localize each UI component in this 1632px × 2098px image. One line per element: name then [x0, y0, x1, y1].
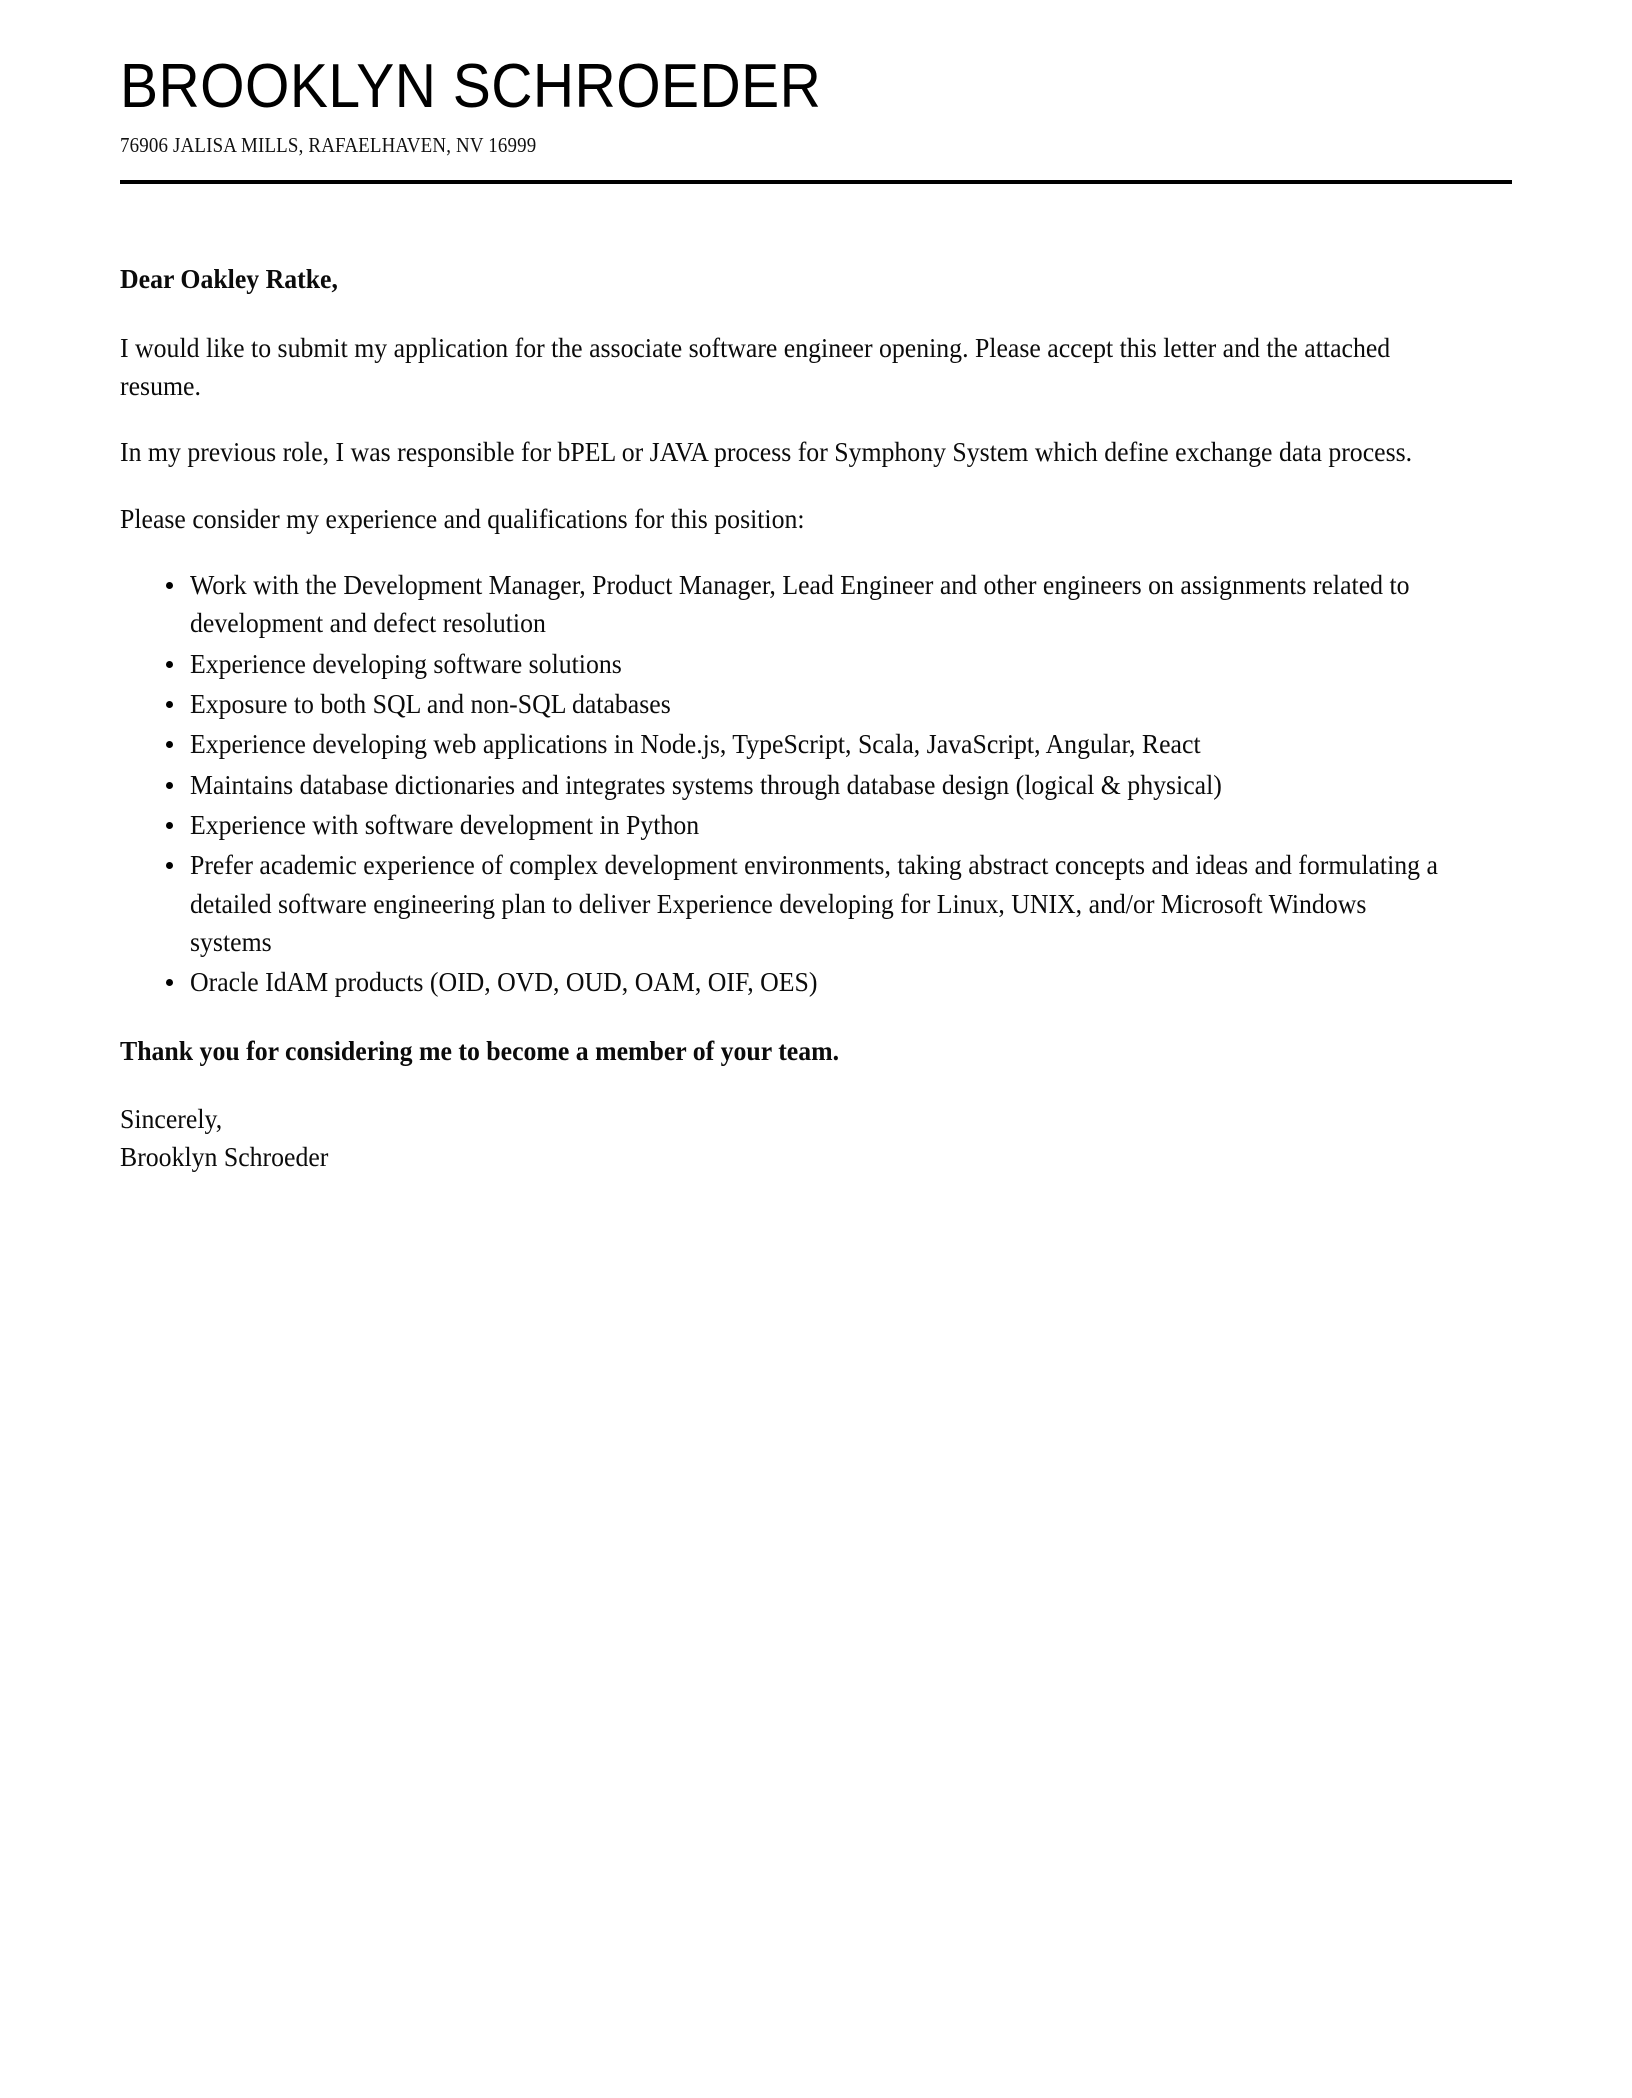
list-item-text: Exposure to both SQL and non-SQL databases [190, 688, 671, 719]
closing-statement-text: Thank you for considering me to become a member of your team. [120, 1035, 840, 1066]
page-title: BROOKLYN SCHROEDER [120, 52, 822, 121]
list-item [166, 685, 1512, 723]
paragraph-qualifications-lead [120, 500, 1512, 538]
list-item-text: Work with the Development Manager, Product Manager, Lead Engineer and other engineers on assignments related to development and defect resolution [190, 569, 1410, 639]
header-divider [120, 180, 1512, 184]
list-item-text: Experience developing software solutions [190, 648, 622, 679]
letterhead [120, 0, 1512, 184]
list-item [166, 645, 1512, 683]
list-item-text: Oracle IdAM products (OID, OVD, OUD, OAM, OIF, OES) [190, 967, 818, 998]
letter-sheet [120, 0, 1512, 1176]
list-item [166, 566, 1512, 643]
letter-body [120, 260, 1512, 1176]
salutation-text: Dear Oakley Ratke, [120, 264, 338, 295]
paragraph-previous-role [120, 433, 1512, 471]
list-item-text: Experience developing web applications in Node.js, TypeScript, Scala, JavaScript, Angular, React [190, 729, 1201, 760]
address-line: 76906 JALISA MILLS, RAFAELHAVEN, NV 16999 [120, 133, 537, 157]
signoff [120, 1100, 1512, 1138]
signer-name-text: Brooklyn Schroeder [120, 1142, 329, 1173]
paragraph-qualifications-lead-text: Please consider my experience and qualifications for this position: [120, 503, 805, 534]
signoff-text: Sincerely, [120, 1103, 223, 1134]
list-item-text: Prefer academic experience of complex development environments, taking abstract concepts and ideas and formulating a detailed software engineering plan to deliver Experience developing for Linux, UNIX, and/or Microsoft Windows systems [190, 850, 1438, 957]
closing-statement [120, 1032, 1512, 1070]
list-item-text: Maintains database dictionaries and integrates systems through database design (logical & physical) [190, 769, 1222, 800]
list-item [166, 766, 1512, 804]
salutation [120, 260, 1512, 298]
list-item [166, 806, 1512, 844]
signer-name [120, 1138, 1512, 1176]
paragraph-previous-role-text: In my previous role, I was responsible for bPEL or JAVA process for Symphony System which define exchange data process. [120, 437, 1413, 468]
paragraph-intro [120, 329, 1512, 406]
signature-block [120, 1100, 1512, 1177]
qualifications-list [120, 566, 1512, 1002]
list-item [166, 725, 1512, 763]
paragraph-intro-text: I would like to submit my application for the associate software engineer opening. Please accept this letter and the attached resume. [120, 332, 1391, 401]
list-item [166, 963, 1512, 1001]
list-item-text: Experience with software development in Python [190, 809, 700, 840]
list-item [166, 846, 1512, 961]
